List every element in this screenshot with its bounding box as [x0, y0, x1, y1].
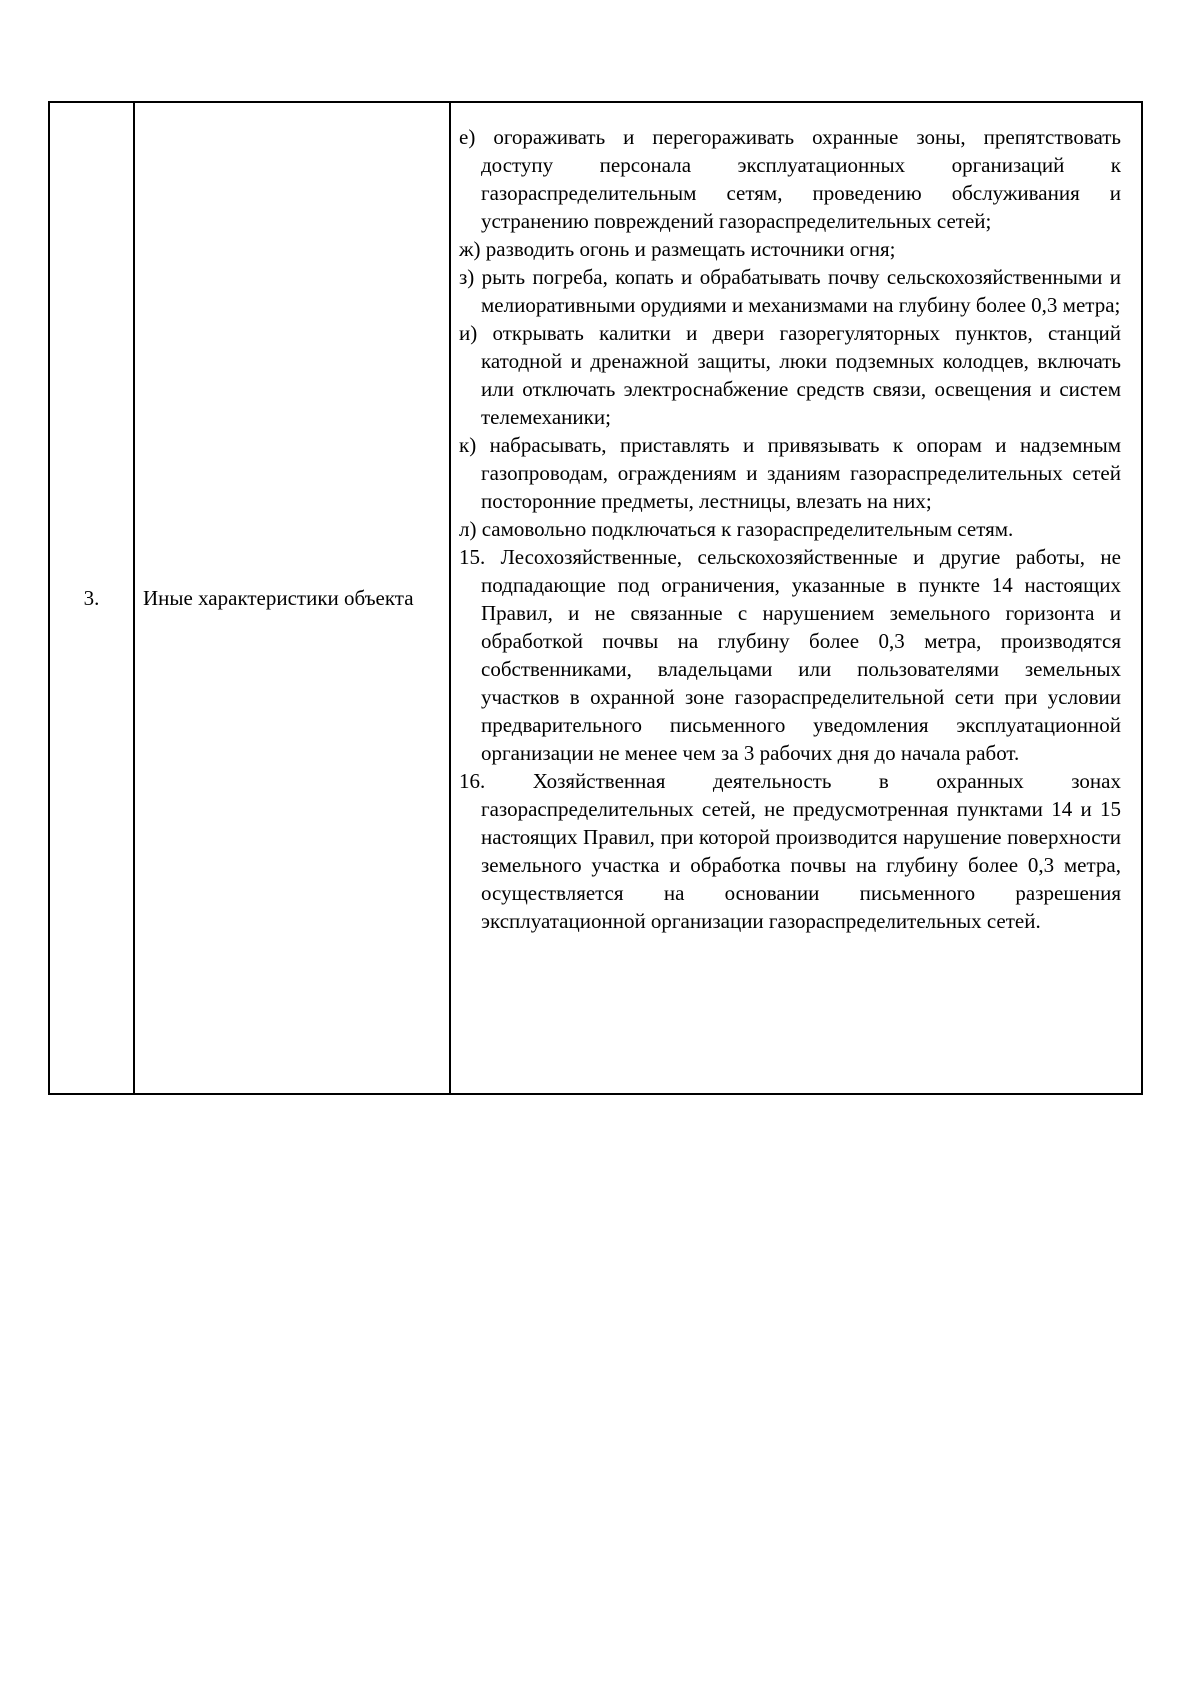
table-row [49, 102, 1142, 1094]
paragraph-z: з) рыть погреба, копать и обрабатывать почву сельскохозяйственными и мелиоративными орудиями и механизмами на глубину более 0,3 метра; [459, 265, 1121, 317]
paragraph-k: к) набрасывать, приставлять и привязывать к опорам и надземным газопроводам, ограждениям и зданиям газораспределительных сетей посторонние предметы, лестницы, влезать на них; [459, 433, 1121, 513]
paragraph-15: 15. Лесохозяйственные, сельскохозяйственные и другие работы, не подпадающие под ограничения, указанные в пункте 14 настоящих Правил, и не связанные с нарушением земельного горизонта и обработкой почвы на глубину более 0,3 метра, производятся собственниками, владельцами или пользователями земельных участков в охранной зоне газораспределительной сети при условии предварительного письменного уведомления эксплуатационной организации не менее чем за 3 рабочих дня до начала работ. [459, 545, 1121, 765]
paragraph-e: е) огораживать и перегораживать охранные зоны, препятствовать доступу персонала эксплуатационных организаций к газораспределительным сетям, проведению обслуживания и устранению повреждений газораспределительных сетей; [459, 125, 1121, 233]
row-name: Иные характеристики объекта [134, 102, 450, 1094]
characteristics-table [48, 101, 1143, 1095]
row-description [450, 102, 1142, 1094]
paragraph-16: 16. Хозяйственная деятельность в охранных зонах газораспределительных сетей, не предусмотренная пунктами 14 и 15 настоящих Правил, при которой производится нарушение поверхности земельного участка и обработка почвы на глубину более 0,3 метра, осуществляется на основании письменного разрешения эксплуатационной организации газораспределительных сетей. [459, 769, 1121, 933]
paragraph-i: и) открывать калитки и двери газорегуляторных пунктов, станций катодной и дренажной защиты, люки подземных колодцев, включать или отключать электроснабжение средств связи, освещения и систем телемеханики; [459, 321, 1121, 429]
row-number: 3. [49, 102, 134, 1094]
paragraph-zh: ж) разводить огонь и размещать источники огня; [459, 237, 896, 261]
paragraph-l: л) самовольно подключаться к газораспределительным сетям. [459, 517, 1014, 541]
